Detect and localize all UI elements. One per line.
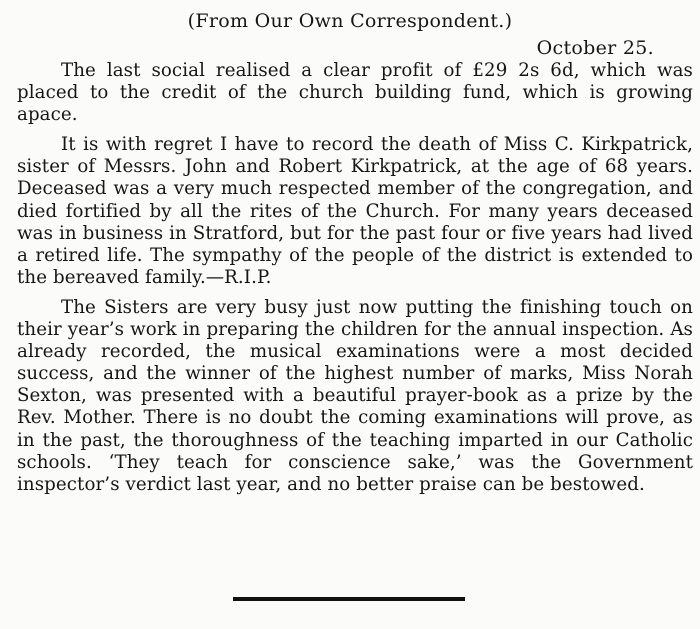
dateline: October 25.	[536, 37, 654, 59]
paragraph-school-inspection: The Sisters are very busy just now putting the finishing touch on their year’s work in preparing the children for the annual inspection. As already recorded, the musical examinations were a most decided success, and the winner of the highest number of marks, Miss Norah Sexton, was presented with a beautiful prayer-book as a prize by the Rev. Mother. There is no doubt the coming examinations will prove, as in the past, the thoroughness of the teaching imparted in our Catholic schools. ‘They teach for conscience sake,’ was the Government inspector’s verdict last year, and no better praise can be bestowed.	[17, 296, 693, 495]
article-body	[17, 60, 693, 496]
paragraph-obituary: It is with regret I have to record the death of Miss C. Kirkpatrick, sister of Messrs. John and Robert Kirkpatrick, at the age of 68 years. Deceased was a very much respected member of the congregation, and died fortified by all the rites of the Church. For many years deceased was in business in Stratford, but for the past four or five years had lived a retired life. The sympathy of the people of the district is extended to the bereaved family.—R.I.P.	[17, 134, 693, 288]
byline-heading: (From Our Own Correspondent.)	[187, 10, 513, 32]
end-rule	[233, 597, 465, 601]
paragraph-social-profit: The last social realised a clear profit of £29 2s 6d, which was placed to the credit of the church building fund, which is growing apace.	[17, 60, 693, 126]
